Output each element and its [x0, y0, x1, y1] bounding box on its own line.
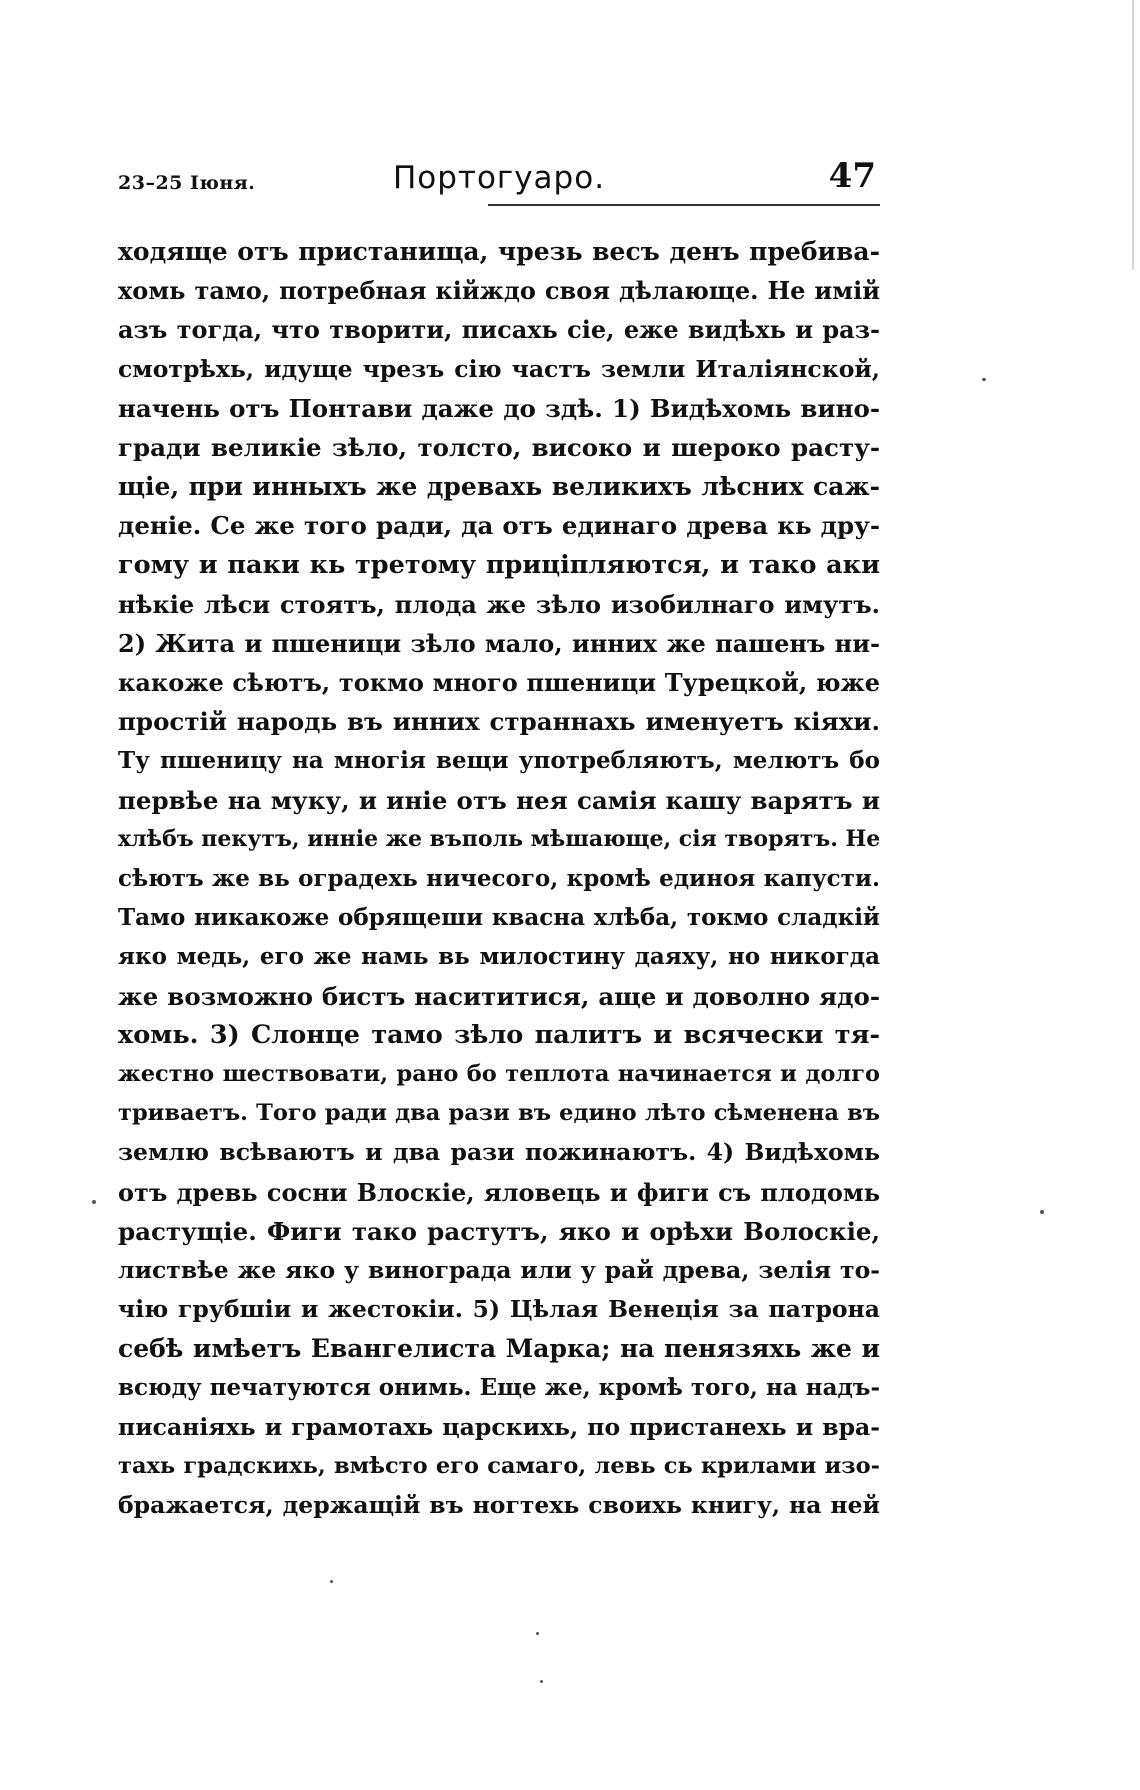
text-line: тахь градскихь, вмѣсто его самаго, левь сь крилами изо- — [118, 1452, 880, 1479]
text-line: начень отъ Понтави даже до здѣ. 1) Видѣхомь вино- — [118, 393, 880, 423]
text-line: деніе. Се же того ради, да отъ единаго древа кь дру- — [118, 511, 880, 541]
text-line: триваетъ. Того ради два рази въ едино лѣто сѣменена въ — [118, 1100, 880, 1127]
text-line: азъ тогда, что творити, писахь сіе, еже видѣхь и раз- — [118, 315, 880, 345]
text-line: жестно шествовати, рано бо теплота начинается и долго — [118, 1060, 880, 1087]
scan-speck — [1040, 1210, 1044, 1214]
text-line: первѣе на муку, и иніе отъ нея самія кашу варятъ и — [118, 785, 880, 815]
text-line: себѣ имѣетъ Евангелиста Марка; на пенязяхь же и — [118, 1334, 880, 1364]
text-line: гому и паки кь третому прицiпляются, и тако аки — [118, 549, 880, 580]
header-date: 23–25 Іюня. — [118, 172, 256, 194]
scan-speck — [540, 1680, 543, 1683]
text-line: хомь. 3) Слонце тамо зѣло палитъ и всячески тя- — [118, 1019, 880, 1050]
text-line: писаніяхь и грамотахь царскихь, по пристанехь и вра- — [118, 1412, 880, 1441]
text-line: какоже сѣютъ, токмо много пшеници Турецкой, юже — [118, 668, 880, 698]
text-line: чію грубшіи и жестокіи. 5) Цѣлая Венеція за патрона — [118, 1295, 880, 1324]
page-number: 47 — [828, 156, 876, 196]
text-line: простій народь въ инних страннахь именуетъ кіяхи. — [118, 707, 880, 737]
header-title: Портогуаро. — [392, 160, 606, 196]
text-line: же возможно бистъ насититися, аще и доволно ядо- — [118, 981, 880, 1011]
text-line: щіе, при инныхъ же древахь великихъ лѣсних саж- — [118, 472, 880, 502]
running-header — [118, 156, 880, 204]
text-line: всюду печатуются онимь. Еще же, кромѣ того, на надъ- — [118, 1374, 880, 1402]
text-line: хомь тамо, потребная кійждо своя дѣлающе. Не имій — [118, 276, 880, 306]
text-line: яко медь, его же намь вь милостину даяху, но никогда — [118, 943, 880, 971]
scan-edge-line — [1132, 0, 1134, 270]
text-line: 2) Жита и пшеници зѣло мало, инних же пашенъ ни- — [118, 628, 880, 658]
text-line: сѣютъ же вь оградехь ничесого, кромѣ единоя капусти. — [118, 865, 880, 892]
text-line: ходяще отъ пристанища, чрезь весъ денъ пребива- — [118, 237, 880, 266]
body-text — [118, 232, 880, 1525]
header-rule — [488, 204, 880, 206]
text-line: растущіе. Фиги тако растутъ, яко и орѣхи Волоскіе, — [118, 1216, 880, 1246]
text-line: листвѣе же яко у винограда или у рай древа, зелія то- — [118, 1255, 880, 1284]
text-line: хлѣбъ пекутъ, инніе же въполь мѣшающе, сія творятъ. Не — [118, 825, 880, 852]
text-line: нѣкіе лѣси стоятъ, плода же зѣло изобилнаго имутъ. — [118, 589, 880, 619]
text-line: смотрѣхь, идуще чрезъ сію частъ земли Италіянской, — [118, 354, 880, 383]
text-line: гради великіе зѣло, толсто, високо и шероко расту- — [118, 432, 880, 462]
text-line: Ту пшеницу на многія вещи употребляютъ, мелютъ бо — [118, 747, 880, 775]
text-line: бражается, держащій въ ногтехь своихь книгу, на ней — [118, 1491, 880, 1519]
text-line: Тамо никакоже обрящеши квасна хлѣба, токмо сладкій — [118, 904, 880, 932]
scan-speck — [536, 1632, 539, 1635]
text-line: землю всѣваютъ и два рази пожинаютъ. 4) Видѣхомь — [118, 1138, 880, 1167]
scan-speck — [330, 1580, 333, 1583]
text-line: отъ древь сосни Влоскіе, яловець и фиги съ плодомь — [118, 1177, 880, 1207]
scan-speck — [92, 1200, 96, 1204]
scan-speck — [982, 378, 986, 381]
